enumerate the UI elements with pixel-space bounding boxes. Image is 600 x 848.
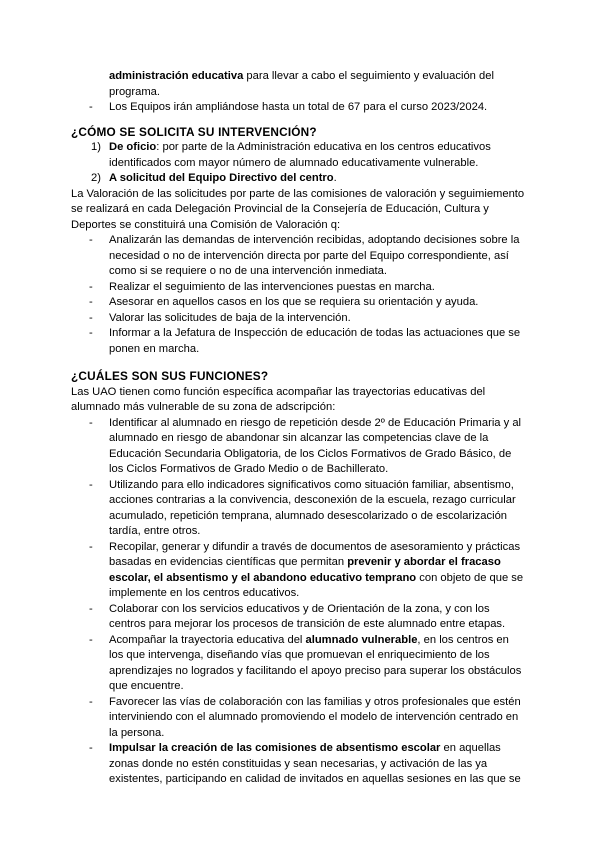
list-item	[71, 233, 526, 280]
bullet-dash: -	[89, 296, 93, 308]
bullet-dash: -	[89, 478, 93, 491]
bullet-dash: -	[89, 327, 93, 339]
list-item	[71, 295, 526, 311]
list-item-text: Analizarán las demandas de intervención recibidas, adoptando decisiones sobre la necesidad o no de intervención directa por parte del Equipo correspondiente, así como si se requiere o no de una intervención inmediata.	[109, 234, 520, 277]
bullet-dash: -	[89, 280, 93, 293]
list-item-bold: prevenir y abordar el fracaso escolar, el absentismo y el abandono educativo temprano	[109, 556, 501, 584]
list-item	[71, 602, 526, 633]
list-item	[71, 633, 526, 695]
bullet-dash: -	[89, 416, 93, 429]
valoracion-paragraph: La Valoración de las solicitudes por parte de las comisiones de valoración y seguimiemento se realizará en cada Delegación Provincial de la Consejería de Educación, Cultura y Deportes se constituirá una Comisión de Valoración q:	[71, 187, 525, 231]
list-item	[71, 741, 526, 788]
list-item-bold: Impulsar la creación de las comisiones de absentismo escolar	[109, 742, 441, 754]
list-item	[71, 326, 526, 357]
bullet-dash: -	[89, 540, 93, 553]
list-item	[71, 478, 526, 540]
list-item-text: Recopilar, generar y difundir a través de documentos de asesoramiento y prácticas basadas en evidencias científicas que permitan	[109, 540, 521, 568]
list-item-text: Favorecer las vías de colaboración con las familias y otros profesionales que estén interviniendo con el alumnado promoviendo el modelo de intervención centrado en la persona.	[109, 695, 521, 739]
numbered-item-bold: De oficio	[109, 141, 157, 153]
list-item	[71, 280, 526, 296]
document-body	[71, 69, 526, 788]
funciones-paragraph: Las UAO tienen como función específica acompañar las trayectorias educativas del alumnado más vulnerable de su zona de adscripción:	[71, 385, 486, 413]
list-item-text: Los Equipos irán ampliándose hasta un total de 67 para el curso 2023/2024.	[109, 101, 488, 113]
list-item	[71, 695, 526, 742]
number-marker: 2)	[91, 172, 101, 184]
bullet-dash: -	[89, 101, 93, 113]
numbered-item-text: : por parte de la Administración educativa en los centros educativos identificados com mayor número de alumnado educativamente vulnerable.	[109, 141, 491, 169]
list-item-text: Valorar las solicitudes de baja de la intervención.	[109, 311, 351, 324]
bullet-dash: -	[89, 742, 93, 754]
numbered-item-text: .	[333, 172, 337, 184]
list-item-text: Colaborar con los servicios educativos y de Orientación de la zona, y con los centros para mejorar los procesos de transición de este alumnado entre etapas.	[109, 602, 506, 630]
list-item-text: Utilizando para ello indicadores significativos como situación familiar, absentismo, acciones contrarias a la convivencia, desconexión de la escuela, rezago curricular acumulado, repetición temprana, alumnado desescolarizado o de escolarización tardía, entre otros.	[109, 478, 516, 537]
list-item-text: con objeto de que se implemente en los centros educativos.	[109, 571, 524, 599]
bullet-dash: -	[89, 311, 93, 324]
number-marker: 1)	[91, 141, 101, 153]
list-item-text: , en los centros en los que intervenga, diseñando vías que promuevan el enriquecimiento de los aprendizajes no logrados y facilitando el apoyo preciso para superar los obstáculos que encuentre.	[109, 633, 522, 692]
list-item-text: Realizar el seguimiento de las intervenciones puestas en marcha.	[109, 280, 435, 293]
list-item	[71, 311, 526, 327]
list-item	[71, 100, 526, 116]
list-item-text: Identificar al alumnado en riesgo de repetición desde 2º de Educación Primaria y al alumnado en riesgo de abandonar sin alcanzar las competencias clave de la Educación Secundaria Obligatoria, de los Ciclos Formativos de Grado Básico, de los Ciclos Formativos de Grado Medio o de Bachillerato.	[109, 416, 522, 475]
list-item	[71, 416, 526, 478]
list-item	[71, 540, 526, 602]
bullet-dash: -	[89, 695, 93, 708]
intro-text: para llevar a cabo el seguimiento y evaluación del programa.	[109, 70, 494, 98]
list-item-text: en aquellas zonas donde no estén constituidas y sean necesarias, y activación de las ya existentes, participando en calidad de invitados en aquellas sesiones en las que se	[109, 742, 521, 785]
bullet-dash: -	[89, 234, 93, 246]
list-item-bold: alumnado vulnerable	[305, 633, 418, 646]
numbered-item	[71, 171, 526, 187]
intro-bold: administración educativa	[109, 70, 244, 82]
bullet-dash: -	[89, 602, 93, 615]
bullet-dash: -	[89, 633, 93, 646]
intro-continuation	[71, 69, 526, 100]
list-item-text: Informar a la Jefatura de Inspección de educación de todas las actuaciones que se ponen en marcha.	[109, 327, 521, 355]
numbered-item	[71, 140, 526, 171]
section-heading-funciones: ¿CUÁLES SON SUS FUNCIONES?	[71, 369, 269, 383]
section-heading-solicitud: ¿CÓMO SE SOLICITA SU INTERVENCIÓN?	[71, 124, 317, 139]
list-item-text: Asesorar en aquellos casos en los que se requiera su orientación y ayuda.	[109, 296, 479, 308]
numbered-item-bold: A solicitud del Equipo Directivo del centro	[109, 172, 334, 184]
list-item-text: Acompañar la trayectoria educativa del	[109, 633, 306, 646]
